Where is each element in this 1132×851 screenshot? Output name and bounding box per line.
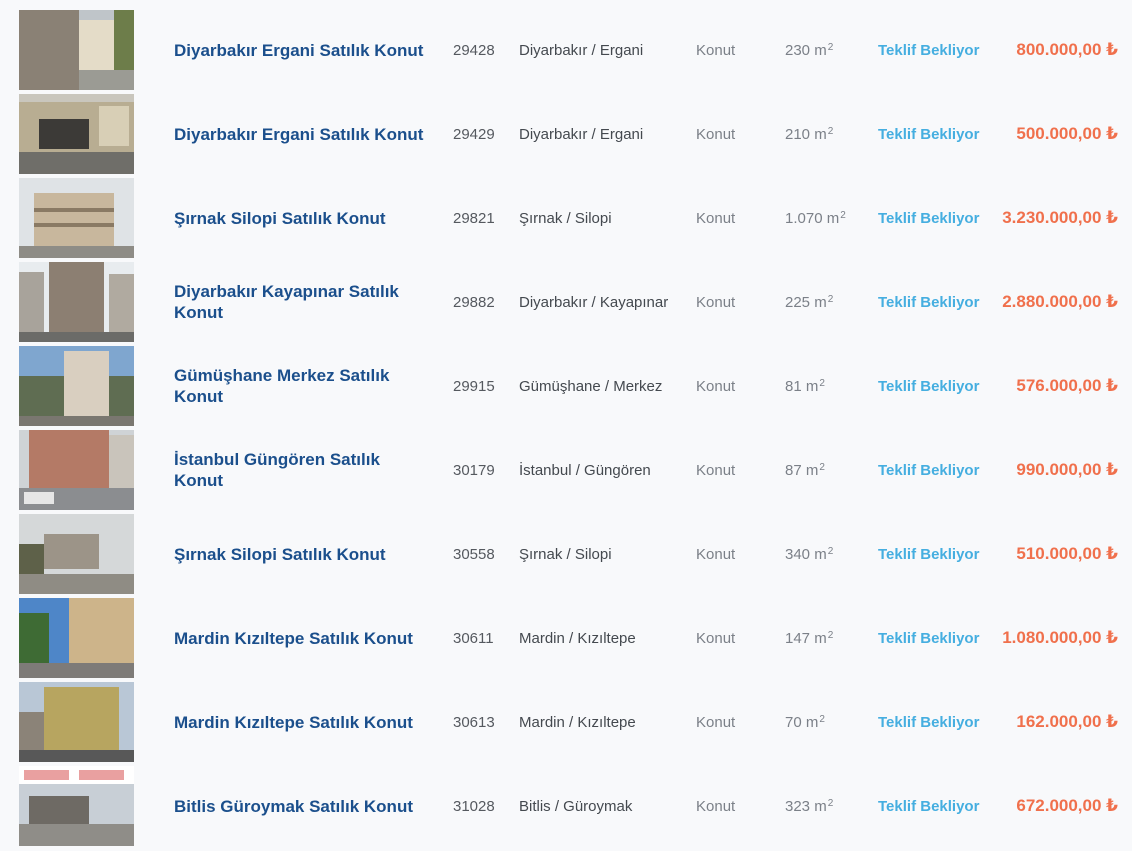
area-unit-sup: 2 — [827, 293, 834, 305]
listing-photo[interactable] — [19, 346, 134, 426]
listing-price: 672.000,00 ₺ — [1016, 796, 1118, 815]
listing-title-link[interactable]: Diyarbakır Ergani Satılık Konut — [174, 124, 424, 144]
listing-photo[interactable] — [19, 514, 134, 594]
table-row[interactable] — [0, 758, 1132, 842]
listing-location: Gümüşhane / Merkez — [519, 377, 663, 395]
area-value: 230 m — [785, 41, 827, 59]
listing-location: Mardin / Kızıltepe — [519, 713, 636, 731]
listing-id: 30613 — [453, 713, 495, 731]
listing-photo[interactable] — [19, 178, 134, 258]
table-row[interactable] — [0, 86, 1132, 170]
area-unit-sup: 2 — [827, 41, 834, 53]
listing-price: 510.000,00 ₺ — [1016, 544, 1118, 563]
listing-status-link[interactable]: Teklif Bekliyor — [878, 209, 980, 227]
listing-type: Konut — [696, 545, 736, 563]
area-unit-sup: 2 — [827, 797, 834, 809]
listing-status-link[interactable]: Teklif Bekliyor — [878, 545, 980, 563]
listing-location: İstanbul / Güngören — [519, 461, 651, 479]
area-value: 87 m — [785, 461, 819, 479]
listing-type: Konut — [696, 41, 736, 59]
listing-photo[interactable] — [19, 598, 134, 678]
table-row[interactable] — [0, 338, 1132, 422]
listing-id: 29821 — [453, 209, 495, 227]
listing-type: Konut — [696, 629, 736, 647]
listing-price: 576.000,00 ₺ — [1016, 376, 1118, 395]
area-value: 147 m — [785, 629, 827, 647]
listing-location: Diyarbakır / Ergani — [519, 125, 644, 143]
listing-location: Mardin / Kızıltepe — [519, 629, 636, 647]
listing-type: Konut — [696, 125, 736, 143]
listing-price: 500.000,00 ₺ — [1016, 124, 1118, 143]
table-row[interactable] — [0, 674, 1132, 758]
listing-photo[interactable] — [19, 94, 134, 174]
area-unit-sup: 2 — [827, 125, 834, 137]
listing-price: 800.000,00 ₺ — [1016, 40, 1118, 59]
area-unit-sup: 2 — [840, 209, 846, 221]
area-unit-sup: 2 — [819, 377, 825, 389]
area-value: 210 m — [785, 125, 827, 143]
listing-title-link[interactable]: Gümüşhane Merkez Satılık Konut — [174, 366, 390, 406]
listing-title-link[interactable]: Diyarbakır Kayapınar Satılık Konut — [174, 282, 399, 322]
listing-price: 3.230.000,00 ₺ — [1002, 208, 1118, 227]
listing-area — [785, 422, 825, 518]
listing-title-link[interactable]: Bitlis Güroymak Satılık Konut — [174, 796, 413, 816]
listing-title-link[interactable]: Diyarbakır Ergani Satılık Konut — [174, 40, 424, 60]
listing-id: 30179 — [453, 461, 495, 479]
listing-status-link[interactable]: Teklif Bekliyor — [878, 461, 980, 479]
listing-type: Konut — [696, 209, 736, 227]
listing-id: 31028 — [453, 797, 495, 815]
area-value: 70 m — [785, 713, 819, 731]
listing-title-link[interactable]: Şırnak Silopi Satılık Konut — [174, 208, 386, 228]
area-value: 340 m — [785, 545, 827, 563]
listing-price: 990.000,00 ₺ — [1016, 460, 1118, 479]
listing-type: Konut — [696, 797, 736, 815]
listing-status-link[interactable]: Teklif Bekliyor — [878, 377, 980, 395]
table-row[interactable] — [0, 506, 1132, 590]
listing-area — [785, 254, 833, 350]
listing-title-link[interactable]: Şırnak Silopi Satılık Konut — [174, 544, 386, 564]
listing-price: 2.880.000,00 ₺ — [1002, 292, 1118, 311]
listing-area — [785, 2, 833, 98]
area-unit-sup: 2 — [819, 461, 825, 473]
listing-status-link[interactable]: Teklif Bekliyor — [878, 629, 980, 647]
area-value: 1.070 m — [785, 209, 840, 227]
listing-type: Konut — [696, 377, 736, 395]
listing-photo[interactable] — [19, 766, 134, 846]
area-value: 225 m — [785, 293, 827, 311]
table-row[interactable] — [0, 170, 1132, 254]
listing-photo[interactable] — [19, 262, 134, 342]
listing-status-link[interactable]: Teklif Bekliyor — [878, 797, 980, 815]
listing-location: Diyarbakır / Kayapınar — [519, 293, 669, 311]
listing-area — [785, 590, 833, 686]
listing-id: 29428 — [453, 41, 495, 59]
area-unit-sup: 2 — [819, 713, 825, 725]
listing-area — [785, 170, 846, 266]
area-unit-sup: 2 — [827, 545, 834, 557]
table-row[interactable] — [0, 254, 1132, 338]
listing-id: 29915 — [453, 377, 495, 395]
listing-status-link[interactable]: Teklif Bekliyor — [878, 293, 980, 311]
listing-type: Konut — [696, 293, 736, 311]
listing-area — [785, 86, 833, 182]
listing-price: 1.080.000,00 ₺ — [1002, 628, 1118, 647]
listing-type: Konut — [696, 713, 736, 731]
listing-id: 29882 — [453, 293, 495, 311]
listing-photo[interactable] — [19, 10, 134, 90]
listing-title-link[interactable]: İstanbul Güngören Satılık Konut — [174, 450, 380, 490]
table-row[interactable] — [0, 2, 1132, 86]
listing-location: Diyarbakır / Ergani — [519, 41, 644, 59]
listing-location: Şırnak / Silopi — [519, 209, 612, 227]
table-row[interactable] — [0, 422, 1132, 506]
area-value: 323 m — [785, 797, 827, 815]
listing-status-link[interactable]: Teklif Bekliyor — [878, 713, 980, 731]
listing-photo[interactable] — [19, 682, 134, 762]
table-row[interactable] — [0, 590, 1132, 674]
listing-status-link[interactable]: Teklif Bekliyor — [878, 41, 980, 59]
listing-title-link[interactable]: Mardin Kızıltepe Satılık Konut — [174, 712, 413, 732]
area-value: 81 m — [785, 377, 819, 395]
listing-type: Konut — [696, 461, 736, 479]
listing-id: 30611 — [453, 629, 494, 647]
listing-title-link[interactable]: Mardin Kızıltepe Satılık Konut — [174, 628, 413, 648]
listing-location: Bitlis / Güroymak — [519, 797, 633, 815]
area-unit-sup: 2 — [827, 629, 834, 641]
listing-area — [785, 506, 833, 602]
listing-id: 30558 — [453, 545, 495, 563]
listing-area — [785, 758, 833, 851]
listing-price: 162.000,00 ₺ — [1016, 712, 1118, 731]
listing-photo[interactable] — [19, 430, 134, 510]
listing-area — [785, 338, 825, 434]
listing-status-link[interactable]: Teklif Bekliyor — [878, 125, 980, 143]
listing-id: 29429 — [453, 125, 495, 143]
listing-area — [785, 674, 825, 770]
listing-location: Şırnak / Silopi — [519, 545, 612, 563]
